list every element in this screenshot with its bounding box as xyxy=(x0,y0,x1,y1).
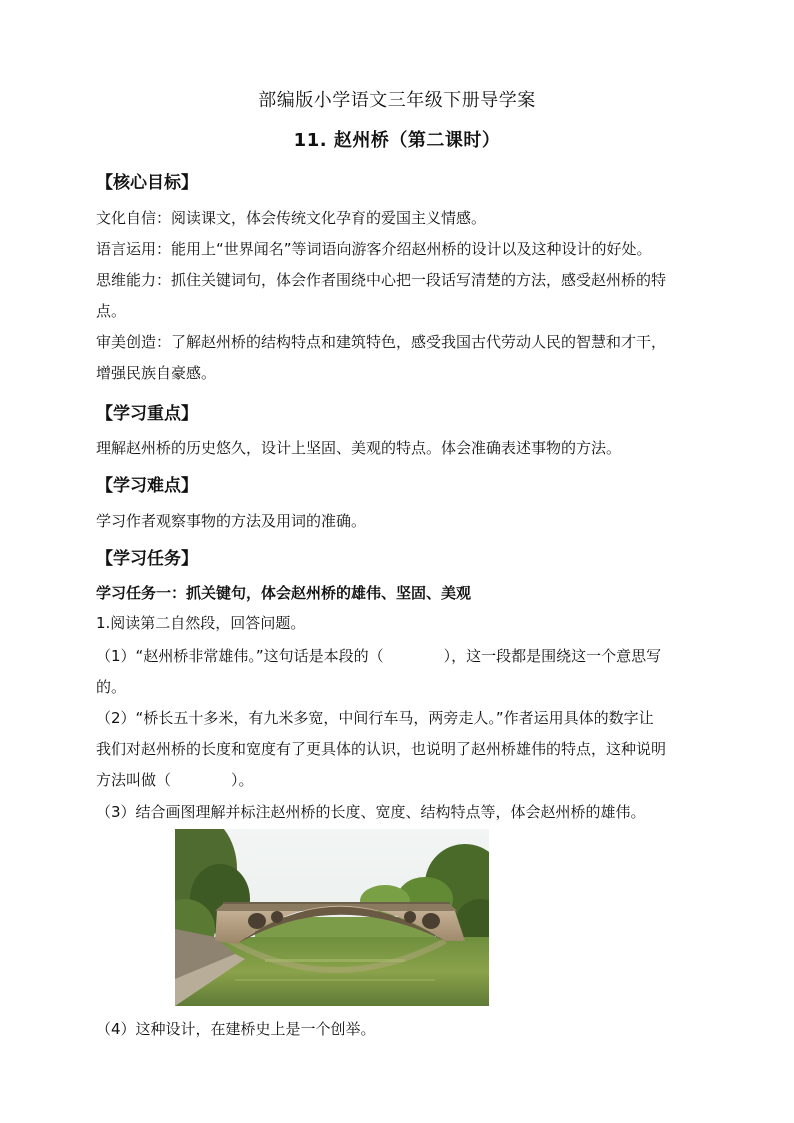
task-line: 1.阅读第二自然段，回答问题。 xyxy=(96,614,306,632)
zhaozhou-bridge-photo xyxy=(175,829,489,1006)
task-line: （1）“赵州桥非常雄伟。”这句话是本段的（ ），这一段都是围绕这一个意思写 xyxy=(96,647,662,665)
heading-difficulties: 【学习难点】 xyxy=(96,476,198,496)
task-line: 我们对赵州桥的长度和宽度有了更具体的认识，也说明了赵州桥雄伟的特点，这种说明 xyxy=(96,740,667,758)
key-point-line: 理解赵州桥的历史悠久，设计上坚固、美观的特点。体会准确表述事物的方法。 xyxy=(96,439,622,457)
lesson-title: 11. 赵州桥（第二课时） xyxy=(293,130,501,151)
document-title: 部编版小学语文三年级下册导学案 xyxy=(258,90,536,111)
difficulty-line: 学习作者观察事物的方法及用词的准确。 xyxy=(96,512,367,530)
goal-line: 语言运用：能用上“世界闻名”等词语向游客介绍赵州桥的设计以及这种设计的好处。 xyxy=(96,240,652,258)
heading-tasks: 【学习任务】 xyxy=(96,549,198,569)
heading-core-goals: 【核心目标】 xyxy=(96,173,198,193)
heading-key-points: 【学习重点】 xyxy=(96,404,198,424)
goal-line: 增强民族自豪感。 xyxy=(96,364,217,382)
goal-line: 思维能力：抓住关键词句，体会作者围绕中心把一段话写清楚的方法，感受赵州桥的特 xyxy=(96,271,667,289)
task-line: （2）“桥长五十多米，有九米多宽，中间行车马，两旁走人。”作者运用具体的数字让 xyxy=(96,709,654,727)
task-line: 方法叫做（ ）。 xyxy=(96,771,254,789)
task1-title: 学习任务一：抓关键句，体会赵州桥的雄伟、坚固、美观 xyxy=(96,584,472,602)
goal-line: 点。 xyxy=(96,302,127,320)
task-line: （4）这种设计，在建桥史上是一个创举。 xyxy=(96,1020,376,1038)
task-line: （3）结合画图理解并标注赵州桥的长度、宽度、结构特点等，体会赵州桥的雄伟。 xyxy=(96,803,646,821)
goal-line: 文化自信：阅读课文，体会传统文化孕育的爱国主义情感。 xyxy=(96,209,487,227)
goal-line: 审美创造：了解赵州桥的结构特点和建筑特色，感受我国古代劳动人民的智慧和才干， xyxy=(96,333,667,351)
task-line: 的。 xyxy=(96,678,127,696)
